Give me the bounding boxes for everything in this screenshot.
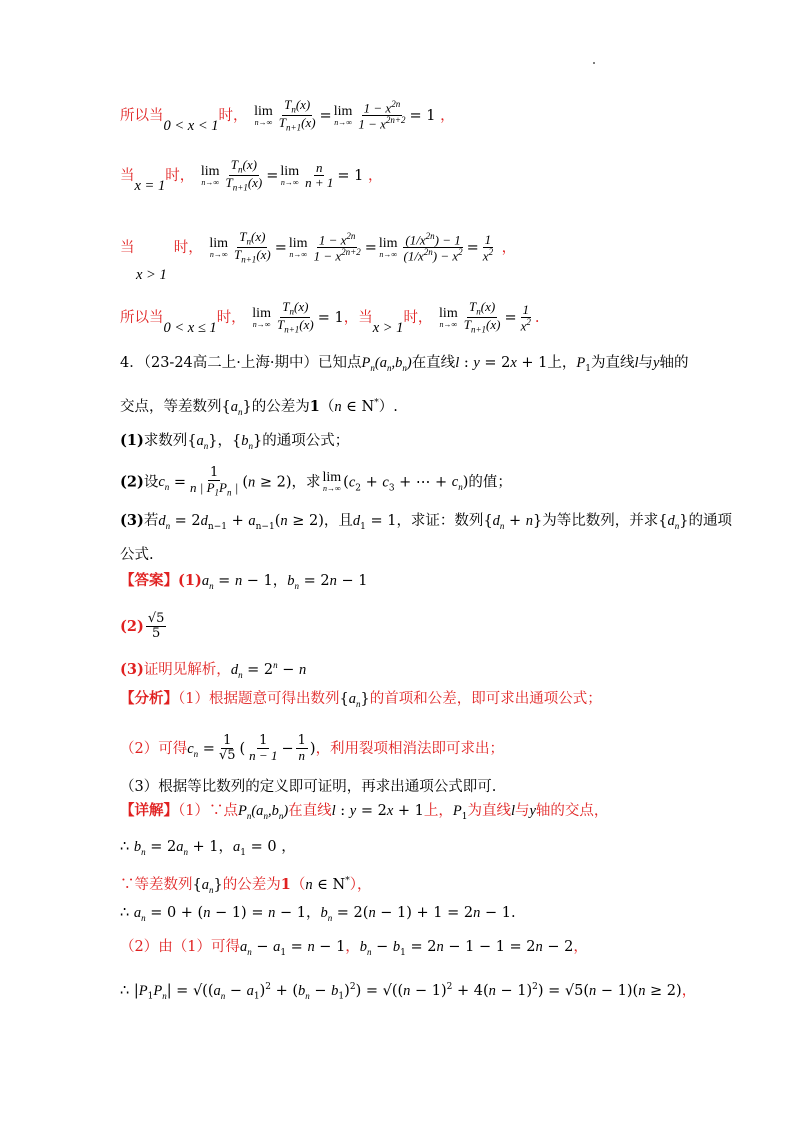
page-mark [593,62,595,64]
detail-6: ∴ $|P_1P_n| = √((a_n - a_1)^2 + (b_n - b_1)^2) = √((n - 1)^2 + 4(n - 1)^2) = √5(n - 1)(n \ge 2)$， [120,982,697,1002]
conclusion-line: 所以当0 < x ≤ 1时， lim n→∞ $\frac{T_n(x)}{T_{n+1}(x)}$ = 1，当x > 1时， lim n→∞ $\frac{T_n(x)}{T_{n+1}(x)}$ = $\frac{1}{x^2}$ . [120,299,540,336]
problem-stem: 4．（23-24高二上·上海·期中）已知点$P_n(a_n,b_n)$在直线l : y = 2x + 1上，$P_1$为直线l与y轴的 [120,355,689,374]
analysis-tag: 【分析】 [120,690,178,707]
detail-2: ∴ $b_n = 2a_n + 1$，$a_1 = 0$ ， [120,839,296,858]
analysis-2: （2）可得$c_n$ = $\frac{1}{√5}$ ( $\frac{1}{n - 1}$ − $\frac{1}{n}$ )，利用裂项相消法即可求出； [120,733,505,764]
limit-formula: lim n→∞ $\frac{T_n(x)}{T_{n+1}(x)}$ = lim n→∞ $\frac{n}{n + 1}$ = 1 [200,157,368,194]
answer-tag: 【答案】 [120,572,178,589]
detail-tag: 【详解】 [120,802,178,819]
question-3: (3)若$d_n = 2d_{n-1} + a_{n-1}(n \ge 2)$，且$d_1 = 1$，求证：数列$\{d_n + n\}$为等比数列，并求$\{d_n\}$的通项 [120,512,732,532]
detail-5: （2）由（1）可得$a_n - a_1 = n - 1$，$b_n - b_1 = 2n - 1 - 1 = 2n - 2$， [120,939,588,958]
case-line-1: 所以当0 < x < 1时， lim n→∞ $\frac{T_n(x)}{T_{n+1}(x)}$ = lim n→∞ $\frac{1 - x^{2n}}{1 - x^{2n+2}}$ = 1 ， [120,97,455,134]
problem-stem-2: 交点，等差数列$\{a_n\}$的公差为1（n ∈ N*）. [120,397,398,417]
detail-1: 【详解】（1）∵点$P_n(a_n,b_n)$在直线l : y = 2x + 1上，$P_1$为直线l与y轴的交点， [120,802,609,822]
case-condition: x > 1 [136,267,167,283]
limit-formula: lim n→∞ $\frac{T_n(x)}{T_{n+1}(x)}$ = lim n→∞ $\frac{1 - x^{2n}}{1 - x^{2n+2}}$ = 1 [254,97,441,134]
case-condition: 0 < x < 1 [163,117,219,134]
answer-2: (2) $\frac{√5}{5}$ [120,611,165,642]
case-line-3: 当 时， lim n→∞ $\frac{T_n(x)}{T_{n+1}(x)}$ = lim n→∞ $\frac{1 - x^{2n}}{1 - x^{2n+2}}$ = lim n→∞ $\frac{(1/x^{2n}) - 1}{(1/x^{2n}) - x^2}$ = $\frac{1}{x^2}$ ， [120,229,517,266]
answer-3: (3)证明见解析，$d_n = 2^n - n$ [120,660,307,680]
analysis-1: 【分析】（1）根据题意可得出数列$\{a_n\}$的首项和公差，即可求出通项公式； [120,690,602,709]
detail-4: ∴ $a_n = 0 + (n - 1) = n - 1$，$b_n = 2(n - 1) + 1 = 2n - 1$. [120,905,516,923]
problem-source: （23-24高二上·上海·期中） [143,355,319,371]
case-line-2: 当x = 1时， lim n→∞ $\frac{T_n(x)}{T_{n+1}(x)}$ = lim n→∞ $\frac{n}{n + 1}$ = 1 ， [120,157,383,194]
detail-3: ∵等差数列$\{a_n\}$的公差为1（n ∈ N*）， [120,875,372,895]
question-3-cont: 公式. [120,547,154,563]
question-1: (1)求数列$\{a_n\}$，$\{b_n\}$的通项公式； [120,432,350,451]
limit-formula: lim n→∞ $\frac{T_n(x)}{T_{n+1}(x)}$ = lim n→∞ $\frac{1 - x^{2n}}{1 - x^{2n+2}}$ = lim n→∞ $\frac{(1/x^{2n}) - 1}{(1/x^{2n}) - x^2}$ = $\frac{1}{x^2}$ [209,229,494,266]
question-2: (2)设$c_n$ = $\frac{1}{n | P_1P_n |}$ (n ≥ 2)，求 lim n→∞ ($c_2 + c_3$ + ⋯ + $c_n$)的值； [120,465,512,498]
answer-1: 【答案】$(1)a_n = n - 1$，$b_n = 2n - 1$ [120,572,368,591]
case-label: 所以当 [120,107,164,124]
analysis-3: （3）根据等比数列的定义即可证明，再求出通项公式即可. [120,779,497,795]
case-when: 时， [218,107,248,124]
